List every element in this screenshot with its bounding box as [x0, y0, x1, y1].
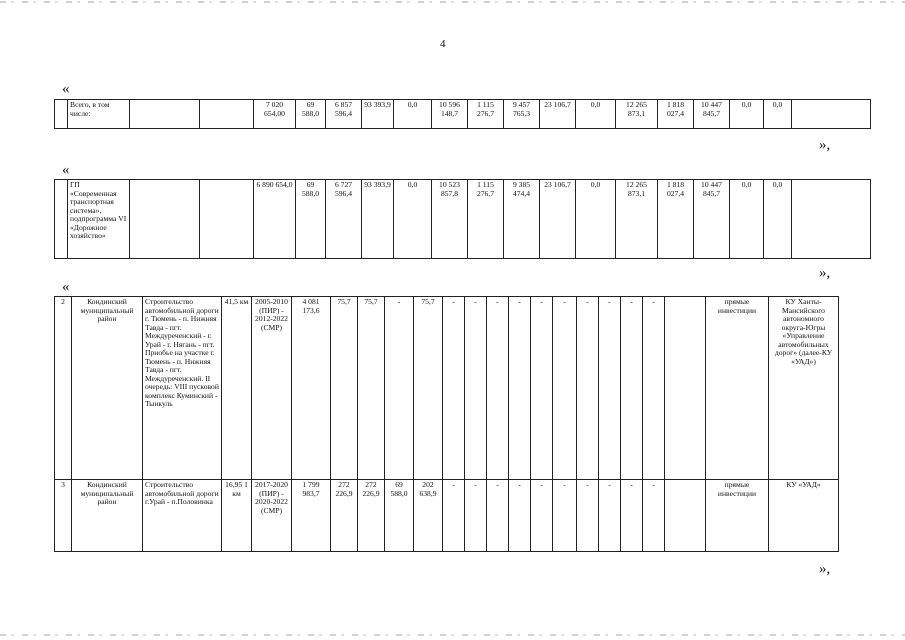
- total-row: [55, 100, 871, 129]
- value-cell: -: [509, 480, 531, 552]
- gp-cell: 9 385 474,4: [504, 180, 540, 259]
- value-cell: -: [465, 480, 487, 552]
- gp-cell: [130, 180, 200, 259]
- value-cell: -: [385, 297, 414, 480]
- value-cell: -: [553, 480, 577, 552]
- total-cell: 6 857 596,4: [326, 100, 362, 129]
- close-quote: »,: [819, 265, 831, 281]
- total-cell: 0,0: [394, 100, 432, 129]
- object-name-cell: Строительство автомобильной дороги г. Тюмень - п. Нижняя Тавда - пгт. Междуреченский - г. Урай - г. Нягань - пгт. Приобье на участке г. Тюмень - п. Нижняя Тавда - пгт. Междуреченский. II очередь: VIII пусковой комплекс Куминский - Тынкуль: [143, 297, 222, 480]
- gp-cell: 6 890 654,0: [254, 180, 296, 259]
- total-cell: 10 447 845,7: [694, 100, 730, 129]
- scan-noise-bottom: [0, 634, 905, 636]
- value-cell: -: [643, 480, 665, 552]
- value-cell: 272 226,9: [358, 480, 385, 552]
- value-cell: -: [443, 297, 465, 480]
- period-cell: 2017-2020 (ПИР) - 2020-2022 (СМР): [252, 480, 292, 552]
- gp-cell: 93 393,9: [362, 180, 394, 259]
- value-cell: 272 226,9: [331, 480, 358, 552]
- open-quote: «: [62, 81, 70, 97]
- value-cell: -: [465, 297, 487, 480]
- close-quote: »,: [819, 137, 831, 153]
- value-cell: -: [643, 297, 665, 480]
- close-quote: »,: [819, 561, 831, 577]
- capacity-cell: 16,95 1 км: [222, 480, 252, 552]
- total-cell: 10 596 148,7: [432, 100, 468, 129]
- total-cell: 12 265 873,1: [616, 100, 658, 129]
- value-cell: -: [621, 480, 643, 552]
- mechanism-cell: прямые инвестиции: [706, 480, 769, 552]
- value-cell: 202 638,9: [414, 480, 443, 552]
- gp-cell: 12 265 873,1: [616, 180, 658, 259]
- total-cell: 1 818 027,4: [658, 100, 694, 129]
- value-cell: -: [599, 297, 621, 480]
- scan-noise-top: [0, 1, 905, 3]
- value-cell: 69 588,0: [385, 480, 414, 552]
- cell-empty: [55, 180, 68, 259]
- gp-cell: 69 588,0: [296, 180, 326, 259]
- value-cell: -: [509, 297, 531, 480]
- value-cell: -: [531, 480, 553, 552]
- row-number: 2: [55, 297, 72, 480]
- row-number: 3: [55, 480, 72, 552]
- value-cell: -: [553, 297, 577, 480]
- cell-empty: [55, 100, 68, 129]
- value-cell: -: [577, 480, 599, 552]
- total-cell: [200, 100, 254, 129]
- gp-cell: 0,0: [394, 180, 432, 259]
- gp-cell: [200, 180, 254, 259]
- gp-cell: 10 447 845,7: [694, 180, 730, 259]
- total-cell: 1 115 276,7: [468, 100, 504, 129]
- total-cell: 0,0: [730, 100, 764, 129]
- total-cell: 69 588,0: [296, 100, 326, 129]
- value-cell: -: [577, 297, 599, 480]
- total-table: [54, 99, 871, 129]
- gp-cell: 0,0: [730, 180, 764, 259]
- gp-row: [55, 180, 871, 259]
- value-cell: -: [487, 480, 509, 552]
- open-quote: «: [62, 279, 70, 295]
- total-cell: 0,0: [576, 100, 616, 129]
- value-cell: -: [531, 297, 553, 480]
- total-label: Всего, в том числе:: [68, 100, 130, 129]
- total-cell: [792, 100, 871, 129]
- object-name-cell: Строительство автомобильной дороги г.Урай - п.Половинка: [143, 480, 222, 552]
- value-cell: 75,7: [358, 297, 385, 480]
- customer-cell: КУ «УАД»: [769, 480, 839, 552]
- objects-table: [54, 296, 839, 552]
- value-cell: 1 799 983,7: [292, 480, 331, 552]
- total-cell: 9 457 765,3: [504, 100, 540, 129]
- total-cell: 23 106,7: [540, 100, 576, 129]
- value-cell: -: [599, 480, 621, 552]
- gp-cell: 10 523 857,8: [432, 180, 468, 259]
- value-cell: 75,7: [331, 297, 358, 480]
- value-cell: -: [443, 480, 465, 552]
- gp-cell: 6 727 596,4: [326, 180, 362, 259]
- value-cell: -: [487, 297, 509, 480]
- gp-cell: 0,0: [764, 180, 792, 259]
- district-cell: Кондинский муниципальный район: [72, 480, 143, 552]
- gp-label: ГП «Современная транспортная система», подпрограмма VI «Дорожное хозяйство»: [68, 180, 130, 259]
- cell-empty: [665, 480, 706, 552]
- value-cell: -: [621, 297, 643, 480]
- gp-cell: 0,0: [576, 180, 616, 259]
- gp-table: [54, 179, 871, 259]
- total-cell: [130, 100, 200, 129]
- mechanism-cell: прямые инвестиции: [706, 297, 769, 480]
- gp-cell: [792, 180, 871, 259]
- total-cell: 7 020 654,00: [254, 100, 296, 129]
- cell-empty: [665, 297, 706, 480]
- total-cell: 0,0: [764, 100, 792, 129]
- open-quote: «: [62, 162, 70, 178]
- object-row: [55, 480, 839, 552]
- value-cell: 75,7: [414, 297, 443, 480]
- customer-cell: КУ Ханты-Мансийского автономного округа-Югры «Управление автомобильных дорог» (далее-КУ «УАД»): [769, 297, 839, 480]
- district-cell: Кондинский муниципальный район: [72, 297, 143, 480]
- period-cell: 2005-2010 (ПИР) - 2012-2022 (СМР): [252, 297, 292, 480]
- gp-cell: 23 106,7: [540, 180, 576, 259]
- page-number: 4: [440, 38, 446, 50]
- value-cell: 4 081 173,6: [292, 297, 331, 480]
- capacity-cell: 41,5 км: [222, 297, 252, 480]
- gp-cell: 1 115 276,7: [468, 180, 504, 259]
- object-row: [55, 297, 839, 480]
- total-cell: 93 393,9: [362, 100, 394, 129]
- gp-cell: 1 818 027,4: [658, 180, 694, 259]
